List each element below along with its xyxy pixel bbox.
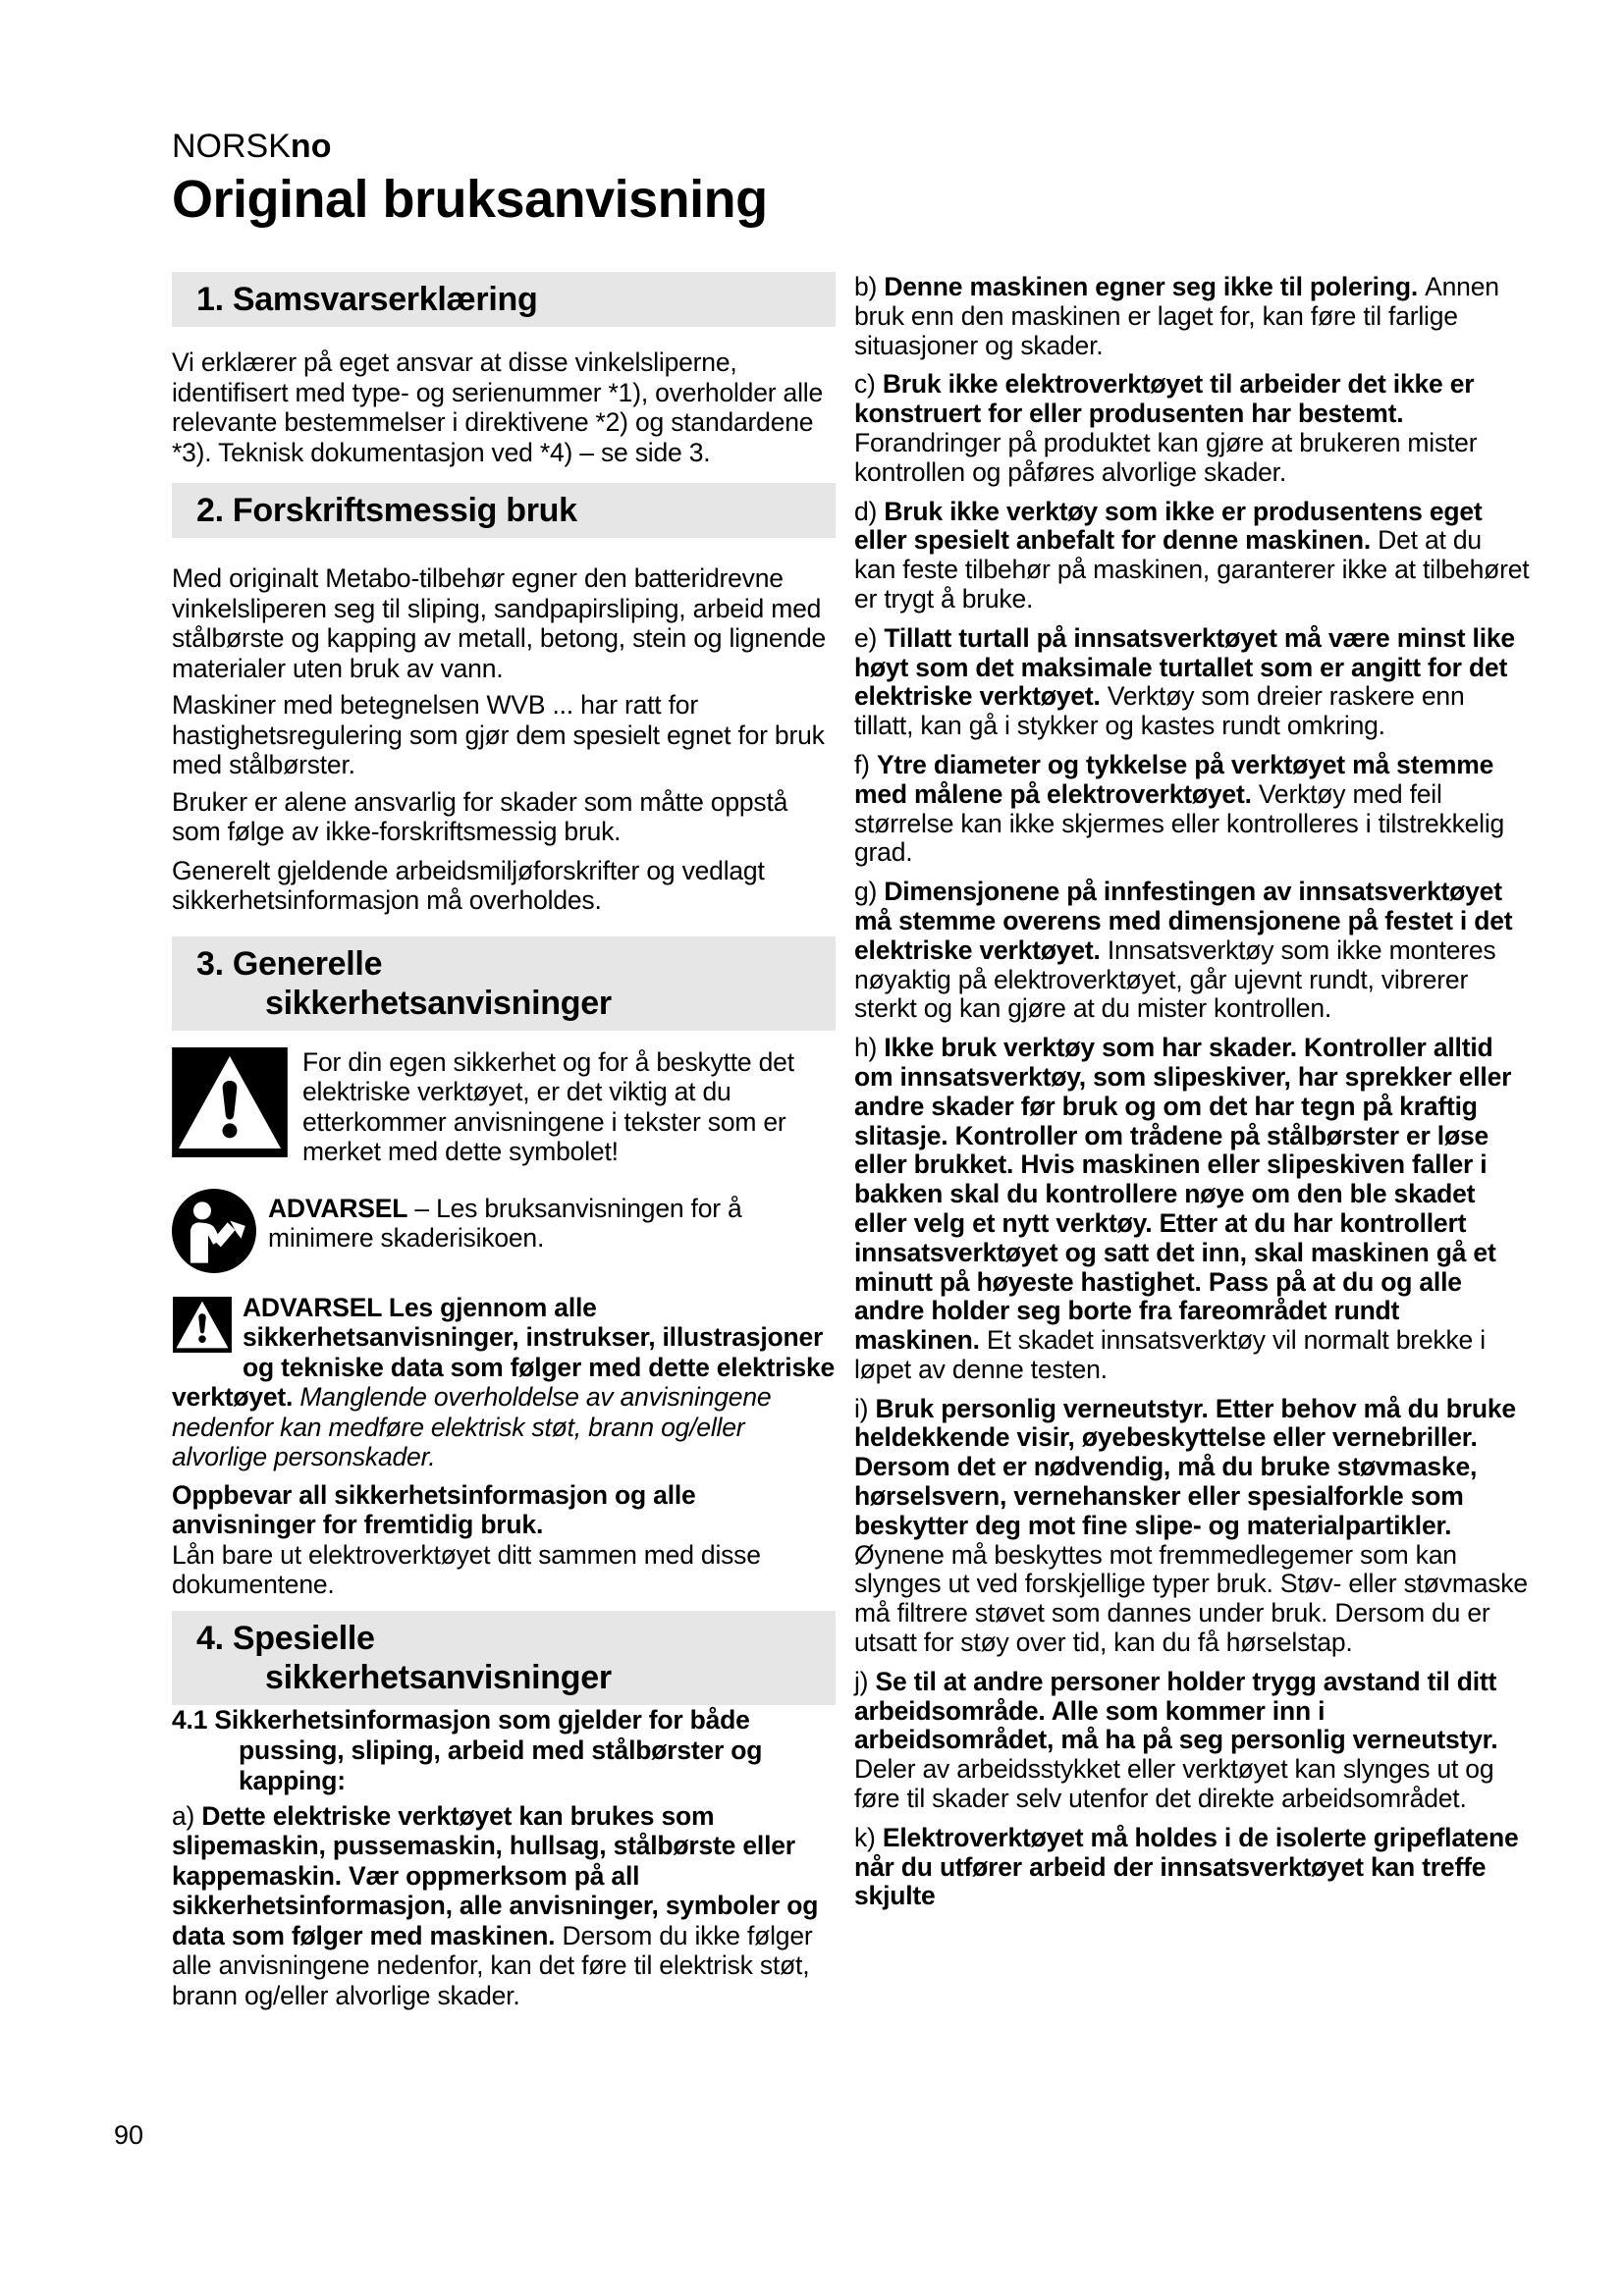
item-k-prefix: k) [854, 1822, 883, 1852]
item-c-bold: Bruk ikke elektroverktøyet til arbeider det ikke er konstruert for eller produsenten har bestemt. [854, 369, 1475, 429]
safety-item-k [854, 1824, 1530, 1911]
right-column [854, 273, 1530, 1921]
intended-use-paragraph-1: Med originalt Metabo-tilbehør egner den batteridrevne vinkelsliperen seg til sliping, sandpapirsliping, arbeid med stålbørste og kapping av metall, betong, stein og lignende materialer uten bruk av vann. [172, 563, 827, 683]
item-d-prefix: d) [854, 496, 885, 526]
item-f-prefix: f) [854, 749, 877, 779]
section-heading-3-line1: 3. Generelle [196, 944, 383, 983]
item-j-bold: Se til at andre personer holder trygg avstand til ditt arbeidsområde. Alle som kommer inn i arbeidsområdet, må ha på seg personlig verneutstyr. [854, 1666, 1498, 1755]
language-name: NORSK [172, 128, 291, 165]
item-j-rest: Deler av arbeidsstykket eller verktøyet kan slynges ut og føre til skader selv utenfor det direkte arbeidsområdet. [854, 1754, 1494, 1814]
item-a-rest: Dersom du ikke følger alle anvisningene nedenfor, kan det føre til elektrisk støt, brann og/eller alvorlige skader. [172, 1920, 813, 2010]
safety-item-h [854, 1034, 1530, 1385]
item-b-prefix: b) [854, 272, 885, 301]
language-code: no [290, 128, 332, 165]
read-manual-note-text [268, 1194, 836, 1254]
advarsel-word: ADVARSEL [268, 1193, 408, 1223]
warning-triangle-icon [172, 1047, 288, 1162]
warning-symbol-note-text: For din egen sikkerhet og for å beskytte det elektriske verktøyet, er det viktig at du etterkommer anvisningene i tekster som er merket med dette symbolet! [302, 1046, 794, 1166]
keep-instructions-paragraph [172, 1480, 836, 1600]
safety-item-e [854, 624, 1530, 741]
item-a-prefix: a) [172, 1800, 202, 1831]
section-heading-1-text: 1. Samsvarserklæring [196, 281, 538, 318]
declaration-paragraph: Vi erklærer på eget ansvar at disse vinkelsliperne, identifisert med type- og serienummer *1), overholder alle relevante bestemmelser i direktivene *2) og standardene *3). Teknisk dokumentasjon ved *4) – se side 3. [172, 347, 823, 467]
section-heading-4-line2: sikkerhetsanvisninger [265, 1658, 612, 1696]
item-b-bold: Denne maskinen egner seg ikke til polering. [884, 272, 1426, 301]
item-h-bold: Ikke bruk verktøy som har skader. Kontroller alltid om innsatsverktøy, som slipeskiver, har sprekker eller andre skader før bruk og om det har tegn på kraftig slitasje. Kontroller om trådene på stålbørster er løse eller brukket. Hvis maskinen eller slipeskiven faller i bakken skal du kontrollere nøye om den ble skadet eller velg et nytt verktøy. Etter at du har kontrollert innsatsverktøyet og satt det inn, skal maskinen gå et minutt på høyeste hastighet. Pass på at du og alle andre holder seg borte fra fareområdet rundt maskinen. [854, 1033, 1512, 1356]
safety-item-i [854, 1395, 1530, 1658]
intended-use-paragraph-4: Generelt gjeldende arbeidsmiljøforskrifter og vedlagt sikkerhetsinformasjon må overholdes. [172, 855, 765, 915]
item-g-prefix: g) [854, 877, 885, 907]
read-manual-icon [172, 1189, 256, 1278]
section-heading-1 [172, 272, 836, 327]
item-k-bold: Elektroverktøyet må holdes i de isolerte gripeflatene når du utfører arbeid der innsatsverktøyet kan treffe skjulte [854, 1822, 1519, 1911]
item-h-prefix: h) [854, 1033, 885, 1063]
section-heading-2-text: 2. Forskriftsmessig bruk [196, 492, 577, 529]
item-c-rest: Forandringer på produktet kan gjøre at brukeren mister kontrollen og påføres alvorlige skader. [854, 427, 1478, 487]
item-h-rest: Et skadet innsatsverktøy vil normalt brekke i løpet av denne testen. [854, 1325, 1486, 1384]
safety-item-f [854, 751, 1530, 868]
subsection-heading-4-1: 4.1 Sikkerhetsinformasjon som gjelder for både pussing, sliping, arbeid med stålbørster og kapping: [172, 1704, 763, 1795]
warning-symbol-note [172, 1047, 836, 1167]
item-g-bold: Dimensjonene på innfestingen av innsatsverktøyet må stemme overens med dimensjonene på festet i det elektriske verktøyet. [854, 877, 1513, 965]
read-manual-note-rest: – Les bruksanvisningen for å minimere skaderisikoen. [268, 1193, 742, 1253]
item-g-rest: Innsatsverktøy som ikke monteres nøyaktig på elektroverktøyet, går ujevnt rundt, vibrerer sterkt og kan gjøre at du mister kontrollen. [854, 934, 1496, 1024]
left-column [172, 272, 836, 2010]
general-warning-italic: Manglende overholdelse av anvisningene nedenfor kan medføre elektrisk støt, brann og/eller alvorlige personskader. [172, 1382, 772, 1471]
item-i-bold: Bruk personlig verneutstyr. Etter behov må du bruke heldekkende visir, øyebeskyttelse eller vernebriller. Dersom det er nødvendig, må du bruke støvmaske, hørselsvern, vernehansker eller spesialforkle som beskytter deg mot fine slipe- og materialpartikler. [854, 1393, 1516, 1540]
item-b-rest: Annen bruk enn den maskinen er laget for, kan føre til farlige situasjoner og skader. [854, 272, 1499, 360]
document-header [172, 128, 1154, 228]
safety-item-b [854, 273, 1530, 360]
item-e-rest: Verktøy som dreier raskere enn tillatt, kan gå i stykker og kastes rundt omkring. [854, 681, 1465, 741]
section-heading-4-line1: 4. Spesielle [196, 1619, 375, 1657]
item-d-rest: Det at du kan feste tilbehør på maskinen, garanterer ikke at tilbehøret er trygt å bruke. [854, 525, 1530, 614]
language-marker [172, 128, 1154, 165]
page-number: 90 [114, 2120, 144, 2150]
safety-item-d [854, 498, 1530, 614]
item-f-rest: Verktøy med feil størrelse kan ikke skjermes eller kontrolleres i tilstrekkelig grad. [854, 778, 1505, 868]
item-i-prefix: i) [854, 1393, 876, 1423]
section-heading-3 [172, 936, 836, 1031]
page-title: Original bruksanvisning [172, 170, 768, 229]
keep-instructions-bold: Oppbevar all sikkerhetsinformasjon og alle anvisninger for fremtidig bruk. [172, 1479, 696, 1539]
general-warning-paragraph [172, 1293, 836, 1472]
item-f-bold: Ytre diameter og tykkelse på verktøyet må stemme med målene på elektroverktøyet. [854, 749, 1494, 809]
warning-triangle-small-icon [172, 1297, 233, 1360]
safety-item-c [854, 370, 1530, 487]
item-i-rest: Øynene må beskyttes mot fremmedlegemer som kan slynges ut ved forskjellige typer bruk. Støv- eller støvmaske må filtrere støvet som dannes under bruk. Dersom du er utsatt for støy over tid, kan du få hørselstap. [854, 1539, 1528, 1658]
intended-use-paragraph-3: Bruker er alene ansvarlig for skader som måtte oppstå som følge av ikke-forskriftsmessig bruk. [172, 786, 788, 846]
item-d-bold: Bruk ikke verktøy som ikke er produsentens eget eller spesielt anbefalt for denne maskinen. [854, 496, 1483, 556]
item-a-bold: Dette elektriske verktøyet kan brukes som slipemaskin, pussemaskin, hullsag, stålbørste eller kappemaskin. Vær oppmerksom på all sikkerhetsinformasjon, alle anvisninger, symboler og data som følger med maskinen. [172, 1800, 819, 1950]
item-e-bold: Tillatt turtall på innsatsverktøyet må være minst like høyt som det maksimale turtallet som er angitt for det elektriske verktøyet. [854, 622, 1515, 712]
section-heading-2 [172, 483, 836, 538]
safety-item-a [172, 1801, 836, 2011]
general-warning-bold: ADVARSEL Les gjennom alle sikkerhetsanvisninger, instrukser, illustrasjoner og tekniske data som følger med dette elektriske verktøyet. [172, 1292, 836, 1412]
item-j-prefix: j) [854, 1666, 876, 1696]
section-heading-3-line2: sikkerhetsanvisninger [265, 984, 612, 1022]
safety-item-j [854, 1668, 1530, 1814]
keep-instructions-rest: Lån bare ut elektroverktøyet ditt sammen med disse dokumentene. [172, 1539, 761, 1599]
intended-use-paragraph-2: Maskiner med betegnelsen WVB ... har ratt for hastighetsregulering som gjør dem spesielt egnet for bruk med stålbørster. [172, 690, 825, 779]
item-e-prefix: e) [854, 622, 885, 653]
item-c-prefix: c) [854, 369, 883, 400]
safety-item-g [854, 878, 1530, 1024]
section-heading-4 [172, 1611, 836, 1705]
read-manual-note [172, 1189, 836, 1278]
